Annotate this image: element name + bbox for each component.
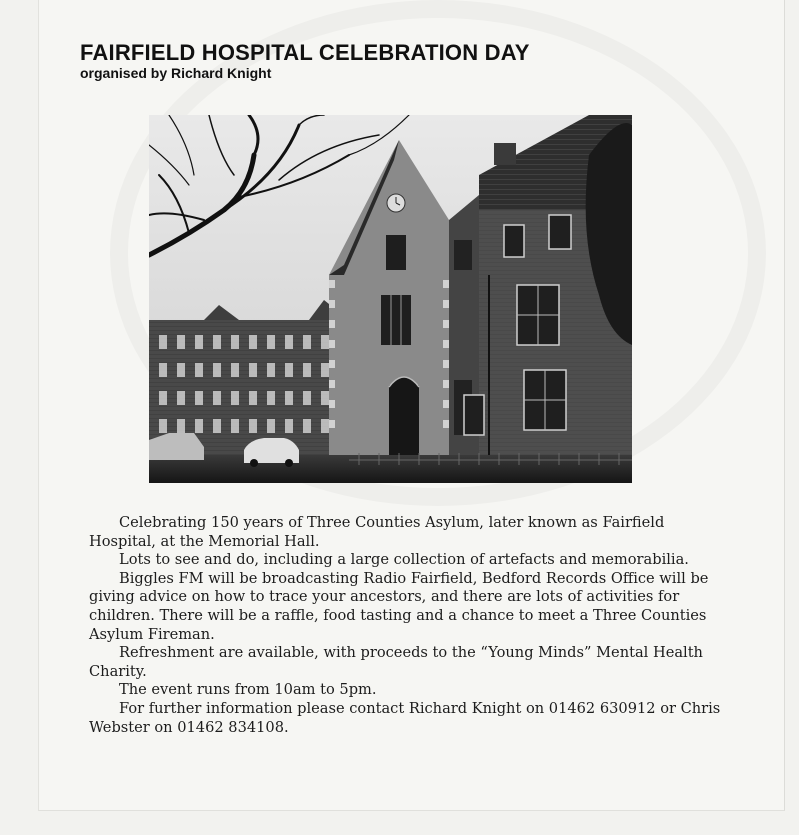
hospital-building-photo bbox=[149, 115, 632, 483]
paragraph-contact: For further information please contact Richard Knight on 01462 630912 or Chris Webster on 01462 834108. bbox=[89, 699, 721, 736]
photo-illustration bbox=[149, 115, 632, 483]
left-wing bbox=[149, 300, 349, 455]
ground bbox=[149, 455, 632, 483]
paragraph-refreshment: Refreshment are available, with proceeds to the “Young Minds” Mental Health Charity. bbox=[89, 644, 703, 680]
paragraph-event-times: The event runs from 10am to 5pm. bbox=[119, 681, 377, 699]
article-body bbox=[89, 514, 729, 737]
article-title: FAIRFIELD HOSPITAL CELEBRATION DAY bbox=[80, 40, 530, 65]
article-subtitle: organised by Richard Knight bbox=[80, 65, 272, 81]
paragraph-biggles-fm: Biggles FM will be broadcasting Radio Fairfield, Bedford Records Office will be giving advice on how to trace your ancestors, and there are lots of activities for children. There will be a raffle, food tasting and a chance to meet a Three Counties Asylum Fireman. bbox=[89, 569, 709, 643]
paragraph-celebrating: Celebrating 150 years of Three Counties Asylum, later known as Fairfield Hospital, at the Memorial Hall. bbox=[89, 514, 665, 550]
paragraph-lots-to-see: Lots to see and do, including a large collection of artefacts and memorabilia. bbox=[119, 551, 689, 569]
